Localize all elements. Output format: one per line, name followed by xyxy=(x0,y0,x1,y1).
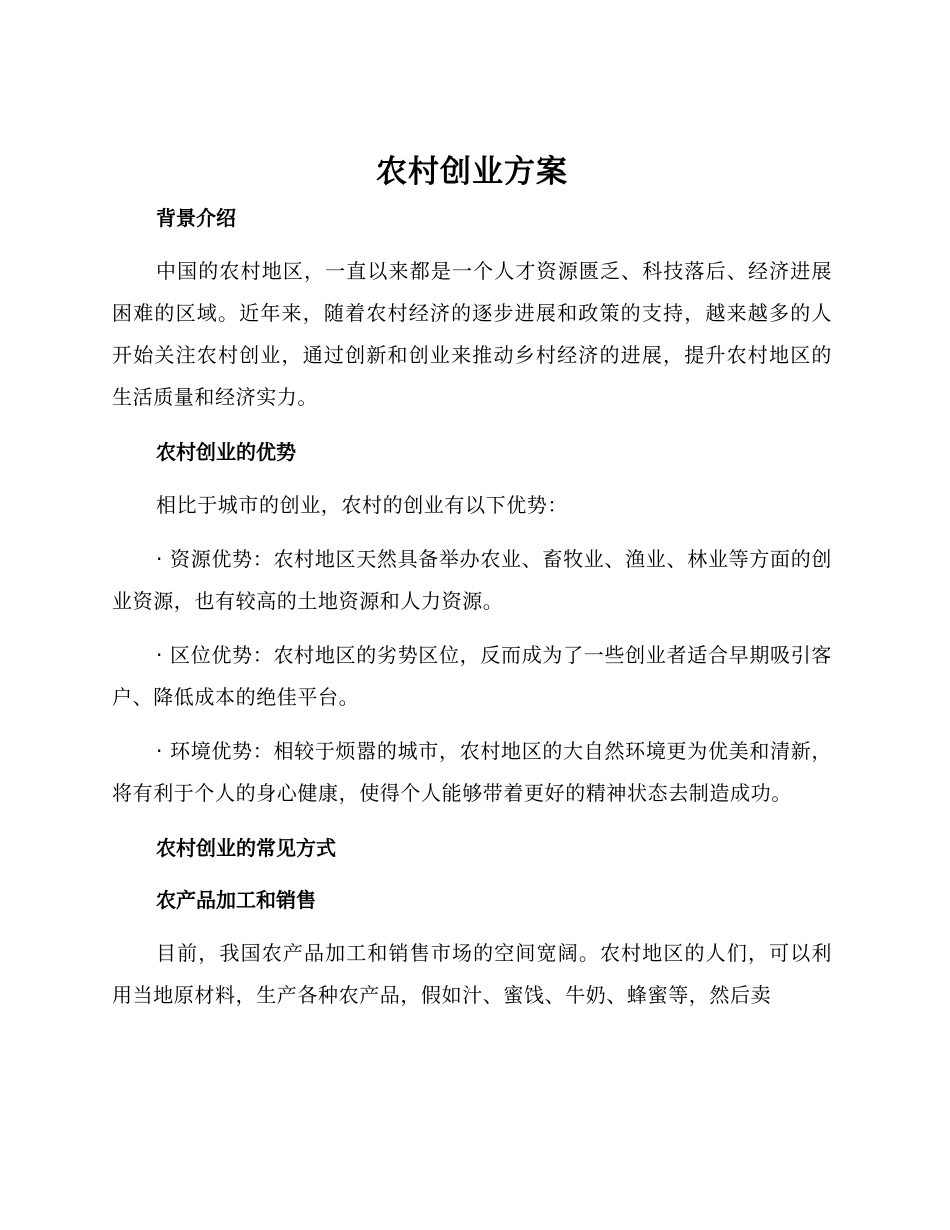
spacer xyxy=(112,472,832,484)
spacer xyxy=(112,718,832,730)
paragraph-background: 中国的农村地区，一直以来都是一个人才资源匮乏、科技落后、经济进展困难的区域。近年来，随着农村经济的逐步进展和政策的支持，越来越多的人开始关注农村创业，通过创新和创业来推动乡村经济的进展，提升农村地区的生活质量和经济实力。 xyxy=(112,259,832,409)
spacer xyxy=(112,622,832,634)
spacer xyxy=(112,238,832,250)
heading-processing: 农产品加工和销售 xyxy=(156,888,316,912)
paragraph-advantage-location: · 区位优势：农村地区的劣势区位，反而成为了一些创业者适合早期吸引客户、降低成本的绝佳平台。 xyxy=(112,643,832,709)
document-title: 农村创业方案 xyxy=(376,154,568,190)
heading-advantages: 农村创业的优势 xyxy=(156,440,296,464)
spacer xyxy=(112,418,832,432)
spacer xyxy=(112,526,832,538)
heading-background: 背景介绍 xyxy=(156,206,236,230)
paragraph-advantages-intro: 相比于城市的创业，农村的创业有以下优势： xyxy=(156,493,568,517)
heading-methods: 农村创业的常见方式 xyxy=(156,836,336,860)
document-page xyxy=(112,150,832,1016)
paragraph-advantage-environment: · 环境优势：相较于烦嚣的城市，农村地区的大自然环境更为优美和清新，将有利于个人的身心健康，使得个人能够带着更好的精神状态去制造成功。 xyxy=(112,739,832,805)
spacer xyxy=(112,920,832,932)
paragraph-processing: 目前，我国农产品加工和销售市场的空间宽阔。农村地区的人们，可以利用当地原材料，生产各种农产品，假如汁、蜜饯、牛奶、蜂蜜等，然后卖 xyxy=(112,941,832,1007)
paragraph-advantage-resource: · 资源优势：农村地区天然具备举办农业、畜牧业、渔业、林业等方面的创业资源，也有较高的土地资源和人力资源。 xyxy=(112,547,832,613)
spacer xyxy=(112,868,832,880)
spacer xyxy=(112,814,832,828)
